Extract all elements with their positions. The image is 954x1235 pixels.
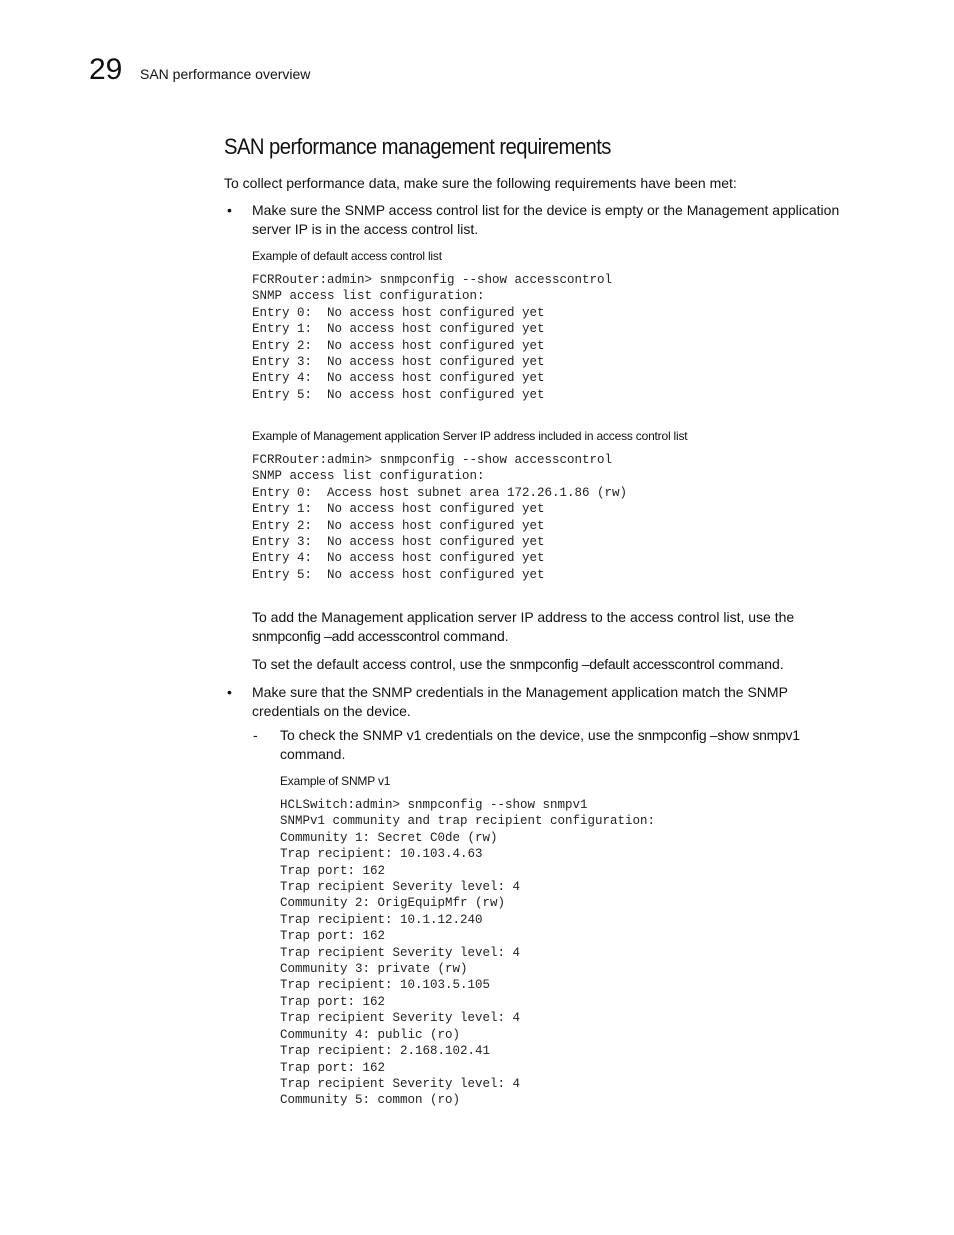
- section-title: SAN performance management requirements: [224, 134, 611, 159]
- check-snmpv1-text: To check the SNMP v1 credentials on the device, use the: [280, 727, 638, 743]
- add-acl-instruction: [252, 608, 852, 646]
- example-title-snmpv1: Example of SNMP v1: [280, 774, 391, 788]
- check-snmpv1-instruction: [280, 726, 860, 764]
- default-acl-command: snmpconfig –default accesscontrol: [509, 656, 715, 672]
- check-snmpv1-text-end: command.: [280, 746, 346, 762]
- example-title-default-acl: Example of default access control list: [252, 249, 442, 263]
- add-acl-command: snmpconfig –add accesscontrol: [252, 628, 440, 644]
- code-block-snmpv1: HCLSwitch:admin> snmpconfig --show snmpv1 SNMPv1 community and trap recipient configuration: Community 1: Secret C0de (rw) Trap recipient: 10.103.4.63 Trap port: 162 Trap recipient Severity level: 4 Community 2: OrigEquipMfr (rw) Trap recipient: 10.1.12.240 Trap port: 162 Trap recipient Severity level: 4 Community 3: private (rw) Trap recipient: 10.103.5.105 Trap port: 162 Trap recipient Severity level: 4 Community 4: public (ro) Trap recipient: 2.168.102.41 Trap port: 162 Trap recipient Severity level: 4 Community 5: common (ro): [280, 798, 656, 1108]
- example-title-server-ip-acl: Example of Management application Server IP address included in access control list: [252, 429, 688, 443]
- bullet-marker: •: [227, 684, 232, 700]
- add-acl-text: To add the Management application server IP address to the access control list, use the: [252, 609, 795, 625]
- check-snmpv1-command: snmpconfig –show snmpv1: [637, 727, 800, 743]
- bullet-marker: •: [227, 202, 232, 218]
- code-block-server-ip-acl: FCRRouter:admin> snmpconfig --show accesscontrol SNMP access list configuration: Entry 0: Access host subnet area 172.26.1.86 (rw) Entry 1: No access host configured yet Entry 2: No access host configured yet Entry 3: No access host configured yet Entry 4: No access host configured yet Entry 5: No access host configured yet: [252, 453, 628, 582]
- chapter-number: 29: [89, 53, 123, 86]
- bullet-text-credentials: Make sure that the SNMP credentials in the Management application match the SNMP credentials on the device.: [252, 684, 788, 719]
- default-acl-text-end: command.: [714, 656, 784, 672]
- chapter-title: SAN performance overview: [140, 66, 311, 82]
- default-acl-text: To set the default access control, use the: [252, 656, 510, 672]
- intro-text: To collect performance data, make sure the following requirements have been met:: [224, 175, 737, 191]
- bullet-text-acl: Make sure the SNMP access control list for the device is empty or the Management application server IP is in the access control list.: [252, 202, 840, 237]
- code-block-default-acl: FCRRouter:admin> snmpconfig --show accesscontrol SNMP access list configuration: Entry 0: No access host configured yet Entry 1: No access host configured yet Entry 2: No access host configured yet Entry 3: No access host configured yet Entry 4: No access host configured yet Entry 5: No access host configured yet: [252, 273, 613, 402]
- sub-bullet-marker: -: [253, 727, 258, 743]
- add-acl-text-end: command.: [439, 628, 509, 644]
- default-acl-instruction: [252, 655, 862, 674]
